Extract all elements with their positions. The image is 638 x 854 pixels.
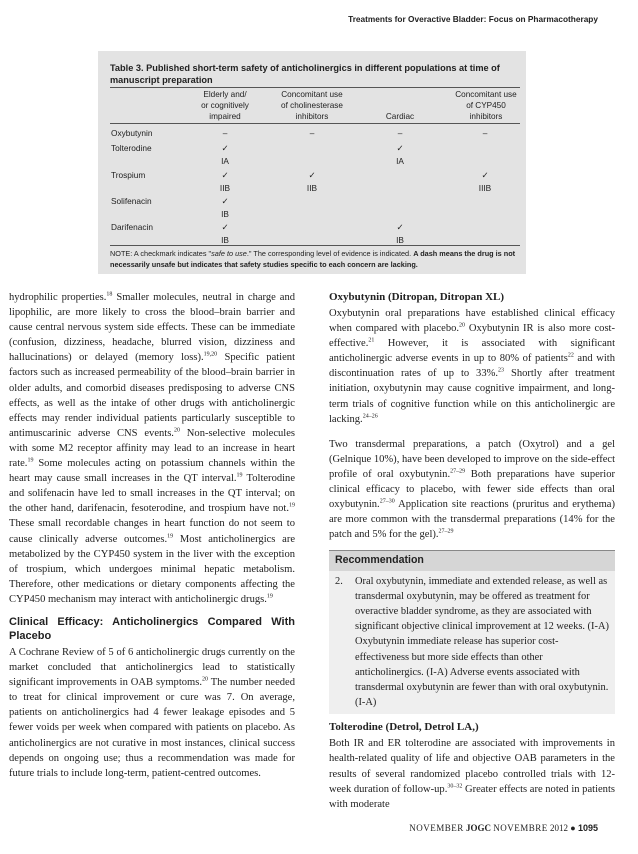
table-rule-bottom xyxy=(110,245,520,246)
page-footer: NOVEMBER JOGC NOVEMBRE 2012 ● 1095 xyxy=(409,823,598,833)
table-cell: ✓ IA xyxy=(221,143,229,166)
table-row-label: Solifenacin xyxy=(111,196,152,206)
table-note: NOTE: A checkmark indicates "safe to use." The corresponding level of evidence is indicated. A dash means the drug is not necessarily unsafe but indicates that safety studies specific to each concern are lacking. xyxy=(110,249,516,269)
running-head: Treatments for Overactive Bladder: Focus on Pharmacotherapy xyxy=(348,14,598,24)
col-head-cyp450: Concomitant use of CYP450 inhibitors xyxy=(455,90,517,121)
table-cell: ✓ IB xyxy=(396,222,404,245)
table-cell: – xyxy=(222,128,228,138)
table-title: Table 3. Published short-term safety of anticholinergics in different populations at time of manuscript preparation xyxy=(110,63,500,85)
table-cell: – xyxy=(309,128,315,138)
table-row-label: Trospium xyxy=(111,170,146,180)
table-cell: ✓ IB xyxy=(221,222,229,245)
table-rule-mid xyxy=(110,123,520,124)
section-heading: Clinical Efficacy: Anticholinergics Compared With Placebo xyxy=(9,615,295,642)
table-cell: ✓ IB xyxy=(221,196,229,219)
recommendation-number: 2. xyxy=(335,575,343,587)
table-row-label: Tolterodine xyxy=(111,143,152,153)
table-cell: ✓ IIB xyxy=(306,170,318,193)
paragraph: Oxybutynin oral preparations have established clinical efficacy when compared with placebo.$^{20}$ Oxybutynin IR is also more cost-effective.$^{21}$ However, it is associated with significant anticholinergic adverse events in up to 80% of patients$^{22}$ and with discontinuation rates of up to 33%.$^{23}$ Shortly after treatment initiation, oxybutynin may cause cognitive impairment, and long-term trials of cognitive function while on this anticholinergic are lacking.$^{24-26}$ xyxy=(329,308,615,425)
section-heading: Oxybutynin (Ditropan, Ditropan XL) xyxy=(329,291,505,303)
table-cell: – xyxy=(482,128,488,138)
table-cell: ✓ IIB xyxy=(219,170,231,193)
recommendation-box xyxy=(329,550,615,714)
col-head-cardiac: Cardiac xyxy=(385,112,415,121)
recommendation-title: Recommendation xyxy=(329,550,615,570)
left-column xyxy=(9,290,295,781)
col-head-elderly: Elderly and/ or cognitively impaired xyxy=(201,90,249,121)
table-cell: – xyxy=(397,128,403,138)
paragraph: A Cochrane Review of 5 of 6 anticholinergic drugs currently on the market concluded that anticholinergics lead to statistically significant improvements in OAB symptoms.$^{20}$ The number needed to treat for clinical improvement or cure was 7. On average, patients on anticholinergics had 4 fewer leakage episodes and 5 fewer voids per week when compared with patients on placebo. As anticholinergics are not curative in most instances, clinical success depends on ongoing use; thus a recommendation was made for future trials to include long-term, patient-centred outcomes. xyxy=(9,646,295,779)
paragraph: hydrophilic properties.$^{18}$ Smaller molecules, neutral in charge and lipophilic, are more likely to cross the blood–brain barrier and cause central nervous system side effects. These can be immediate (confusion, dizziness, headache, blurred vision, dizziness and hallucinations) or delayed (memory loss).$^{19,20}$ Specific patient factors such as increased permeability of the blood–brain barrier in older adults, and comorbid diseases predisposing to adverse CNS effects, as well as the intake of other drugs with anticholinergic effects may render individual patients particularly susceptible to antimuscarinic adverse CNS events.$^{20}$ Non-selective molecules with some M2 receptor affinity may lead to an increase in heart rate.$^{19}$ Some molecules acting on potassium channels within the heart may cause small increases in the QT interval.$^{19}$ Tolterodine and solifenacin have led to small increases in the QT interval; on the other hand, darifenacin, fesoterodine, and trospium have not.$^{19}$ These small recordable changes in heart function do not seem to cause clinically adverse outcomes.$^{19}$ Most anticholinergics are metabolized by the CYP450 system in the liver with the exception of trospium, which undergoes minimal hepatic metabolism. Therefore, other medications or dietary components affecting the CYP450 mechanism may interact with anticholinergic drugs.$^{19}$ xyxy=(9,291,296,605)
table-row-label: Oxybutynin xyxy=(111,128,153,138)
col-head-cholinesterase: Concomitant use of cholinesterase inhibitors xyxy=(281,90,343,121)
paragraph: Two transdermal preparations, a patch (Oxytrol) and a gel (Gelnique 10%), have been developed to improve on the side-effect profile of oral oxybutynin.$^{27-29}$ Both preparations have superior clinical efficacy to placebo, with fewer side effects than oral oxybutynin.$^{27-30}$ Application site reactions (pruritus and erythema) are more common with the transdermal preparations (14% for the patch and 5% for the gel).$^{27-29}$ xyxy=(329,438,615,541)
paragraph: Both IR and ER tolterodine are associated with improvements in health-related quality of life and objective OAB parameters in the results of several randomized placebo controlled trials with 12-week duration of follow-up.$^{30-32}$ Greater effects are noted in patients with moderate xyxy=(329,738,615,810)
table-rule-top xyxy=(110,87,520,88)
right-column xyxy=(329,290,615,812)
section-heading: Tolterodine (Detrol, Detrol LA,) xyxy=(329,721,479,734)
table-cell: ✓ IIIB xyxy=(478,170,492,193)
table-cell: ✓ IA xyxy=(396,143,404,166)
recommendation-text: 2. Oral oxybutynin, immediate and extended release, as well as transdermal oxybutynin, may be offered as treatment for overactive bladder syndrome, as they are associated with significant objective clinical improvement at 12 weeks. (I-A) Oxybutynin immediate release has superior cost-effectiveness but more side effects than other anticholinergics. (I-A) Adverse events associated with transdermal oxybutynin are fewer than with oral oxybutynin. (I-A) xyxy=(329,571,615,715)
table-row-label: Darifenacin xyxy=(111,222,153,232)
